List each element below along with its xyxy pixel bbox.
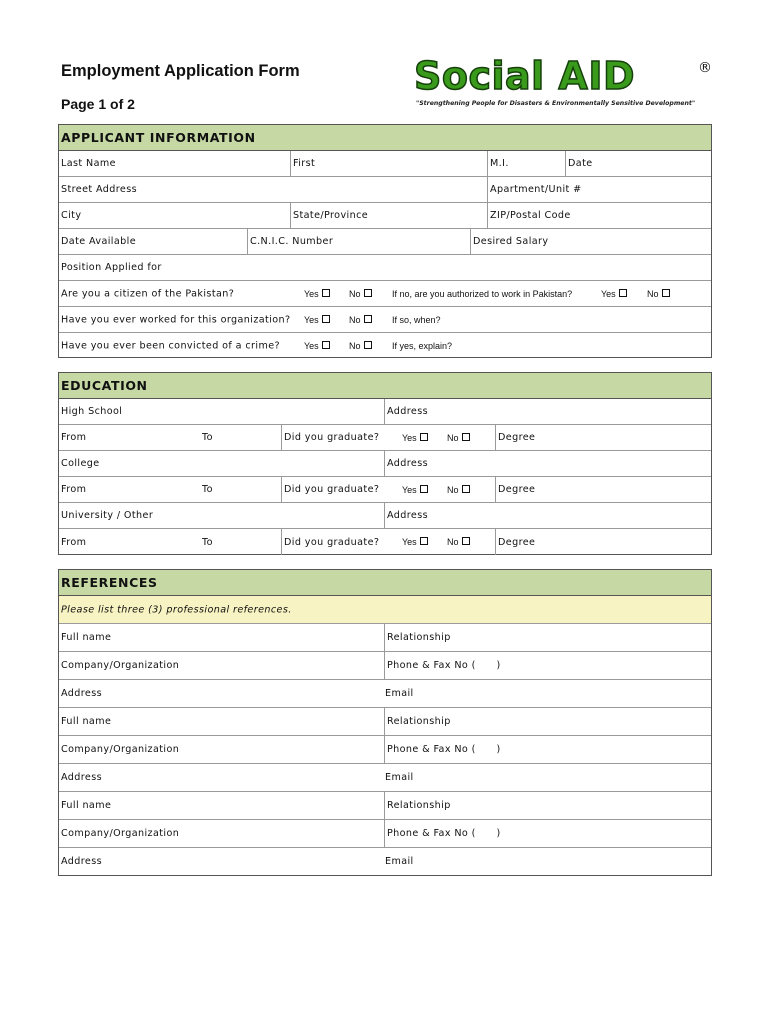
form-title: Employment Application Form xyxy=(61,62,300,80)
no-label: No xyxy=(447,484,459,495)
reference-1-address-row xyxy=(59,680,711,708)
desired-salary-field[interactable] xyxy=(470,229,548,254)
address-label: Address xyxy=(61,688,103,699)
reference-2-company-row xyxy=(59,736,711,764)
reference-1-name-row xyxy=(59,624,711,652)
graduate-label: Did you graduate? xyxy=(284,484,380,495)
checkbox-icon[interactable] xyxy=(364,341,372,349)
university-field[interactable] xyxy=(59,503,153,528)
reference-3-address-row xyxy=(59,848,711,875)
address-label: Address xyxy=(61,856,103,867)
company-field[interactable] xyxy=(59,736,179,763)
address-field[interactable] xyxy=(59,848,102,875)
university-row xyxy=(59,503,711,529)
graduate-question xyxy=(281,425,379,450)
page-number: Page 1 of 2 xyxy=(61,96,135,112)
to-label: To xyxy=(202,432,213,443)
graduate-yes[interactable] xyxy=(402,433,428,443)
name-row xyxy=(59,151,711,177)
high-school-field[interactable] xyxy=(59,399,122,424)
checkbox-icon[interactable] xyxy=(364,289,372,297)
full-name-field[interactable] xyxy=(59,708,111,735)
checkbox-icon[interactable] xyxy=(420,537,428,545)
worked-question: Have you ever worked for this organization? xyxy=(61,314,291,325)
no-label: No xyxy=(447,432,459,443)
company-field[interactable] xyxy=(59,652,179,679)
cnic-field[interactable] xyxy=(247,229,333,254)
state-label: State/Province xyxy=(293,210,369,221)
social-aid-logo: Social AID xyxy=(414,54,636,98)
email-field[interactable] xyxy=(383,764,414,791)
zip-field[interactable] xyxy=(487,203,571,228)
graduate-no[interactable] xyxy=(447,537,470,547)
from-field[interactable] xyxy=(59,477,86,502)
address-label: Address xyxy=(387,458,429,469)
convicted-yes[interactable] xyxy=(304,341,330,351)
phone-label: Phone & Fax No ( ) xyxy=(387,744,501,755)
references-note-row xyxy=(59,596,711,624)
date-field[interactable] xyxy=(565,151,593,176)
university-dates-row xyxy=(59,529,711,555)
checkbox-icon[interactable] xyxy=(420,485,428,493)
graduate-label: Did you graduate? xyxy=(284,536,380,548)
checkbox-icon[interactable] xyxy=(420,433,428,441)
university-label: University / Other xyxy=(61,510,154,521)
high-school-address-field[interactable] xyxy=(384,399,428,424)
address-row xyxy=(59,177,711,203)
relationship-field[interactable] xyxy=(384,792,451,819)
checkbox-icon[interactable] xyxy=(462,433,470,441)
relationship-field[interactable] xyxy=(384,708,451,735)
worked-row xyxy=(59,307,711,333)
graduate-question xyxy=(281,477,379,502)
relationship-label: Relationship xyxy=(387,716,451,727)
to-field[interactable] xyxy=(200,425,213,450)
checkbox-icon[interactable] xyxy=(462,537,470,545)
authorized-no[interactable] xyxy=(647,289,670,299)
phone-field[interactable] xyxy=(384,652,501,679)
full-name-label: Full name xyxy=(61,800,112,811)
citizen-row xyxy=(59,281,711,307)
email-field[interactable] xyxy=(383,680,414,707)
no-label: No xyxy=(349,288,361,299)
reference-1-company-row xyxy=(59,652,711,680)
phone-field[interactable] xyxy=(384,736,501,763)
worked-no[interactable] xyxy=(349,315,372,325)
college-field[interactable] xyxy=(59,451,100,476)
convicted-row xyxy=(59,333,711,359)
graduate-question xyxy=(281,529,379,555)
yes-label: Yes xyxy=(402,484,417,495)
from-field[interactable] xyxy=(59,529,86,555)
to-label: To xyxy=(202,536,213,548)
section-heading: APPLICANT INFORMATION xyxy=(59,125,711,151)
from-field[interactable] xyxy=(59,425,86,450)
apartment-field[interactable] xyxy=(487,177,582,202)
cnic-label: C.N.I.C. Number xyxy=(250,236,334,247)
email-label: Email xyxy=(385,772,414,783)
address-label: Address xyxy=(61,772,103,783)
degree-label: Degree xyxy=(498,536,536,548)
yes-label: Yes xyxy=(402,537,417,547)
address-label: Address xyxy=(387,510,429,521)
university-address-field[interactable] xyxy=(384,503,428,528)
college-dates-row xyxy=(59,477,711,503)
reference-2-name-row xyxy=(59,708,711,736)
yes-label: Yes xyxy=(304,288,319,299)
city-row xyxy=(59,203,711,229)
reference-3-company-row xyxy=(59,820,711,848)
college-address-field[interactable] xyxy=(384,451,428,476)
college-row xyxy=(59,451,711,477)
middle-initial-field[interactable] xyxy=(487,151,509,176)
degree-field[interactable] xyxy=(495,425,535,450)
checkbox-icon[interactable] xyxy=(322,315,330,323)
relationship-field[interactable] xyxy=(384,624,451,651)
company-label: Company/Organization xyxy=(61,828,180,839)
section-heading: REFERENCES xyxy=(59,570,711,596)
registered-mark: ® xyxy=(698,60,712,76)
email-label: Email xyxy=(385,688,414,699)
street-address-field[interactable] xyxy=(59,177,137,202)
full-name-label: Full name xyxy=(61,632,112,643)
phone-label: Phone & Fax No ( ) xyxy=(387,828,501,839)
applicant-information-section xyxy=(58,124,712,358)
convicted-explain-label: If yes, explain? xyxy=(392,341,453,351)
to-label: To xyxy=(202,484,213,495)
desired-salary-label: Desired Salary xyxy=(473,236,549,247)
company-label: Company/Organization xyxy=(61,660,180,671)
reference-2-address-row xyxy=(59,764,711,792)
degree-label: Degree xyxy=(498,484,536,495)
no-label: No xyxy=(647,288,659,299)
yes-label: Yes xyxy=(601,288,616,299)
education-section xyxy=(58,372,712,555)
graduate-no[interactable] xyxy=(447,433,470,443)
from-label: From xyxy=(61,536,87,548)
city-field[interactable] xyxy=(59,203,81,228)
reference-3-name-row xyxy=(59,792,711,820)
position-row xyxy=(59,255,711,281)
full-name-label: Full name xyxy=(61,716,112,727)
first-name-label: First xyxy=(293,158,316,169)
checkbox-icon[interactable] xyxy=(619,289,627,297)
no-label: No xyxy=(349,314,361,325)
apartment-label: Apartment/Unit # xyxy=(490,184,582,195)
last-name-field[interactable] xyxy=(59,151,116,176)
references-section xyxy=(58,569,712,876)
citizen-no[interactable] xyxy=(349,289,372,299)
citizen-yes[interactable] xyxy=(304,289,330,299)
date-available-label: Date Available xyxy=(61,236,137,247)
date-available-field[interactable] xyxy=(59,229,136,254)
graduate-no[interactable] xyxy=(447,485,470,495)
degree-field[interactable] xyxy=(495,477,535,502)
degree-label: Degree xyxy=(498,432,536,443)
email-label: Email xyxy=(385,856,414,867)
checkbox-icon[interactable] xyxy=(322,289,330,297)
position-label: Position Applied for xyxy=(61,262,162,273)
yes-label: Yes xyxy=(304,341,319,351)
worked-yes[interactable] xyxy=(304,315,330,325)
authorized-question: If no, are you authorized to work in Pakistan? xyxy=(392,288,573,299)
full-name-field[interactable] xyxy=(59,624,111,651)
address-field[interactable] xyxy=(59,680,102,707)
full-name-field[interactable] xyxy=(59,792,111,819)
no-label: No xyxy=(447,537,459,547)
no-label: No xyxy=(349,341,361,351)
position-field[interactable] xyxy=(59,255,162,280)
high-school-row xyxy=(59,399,711,425)
graduate-yes[interactable] xyxy=(402,537,428,547)
high-school-label: High School xyxy=(61,406,123,417)
college-label: College xyxy=(61,458,100,469)
checkbox-icon[interactable] xyxy=(322,341,330,349)
to-field[interactable] xyxy=(200,529,213,555)
phone-label: Phone & Fax No ( ) xyxy=(387,660,501,671)
city-label: City xyxy=(61,210,82,221)
zip-label: ZIP/Postal Code xyxy=(490,210,571,221)
street-label: Street Address xyxy=(61,184,138,195)
to-field[interactable] xyxy=(200,477,213,502)
degree-field[interactable] xyxy=(495,529,535,555)
company-field[interactable] xyxy=(59,820,179,847)
availability-row xyxy=(59,229,711,255)
mi-label: M.I. xyxy=(490,158,509,169)
references-note: Please list three (3) professional references. xyxy=(61,604,292,615)
yes-label: Yes xyxy=(304,314,319,325)
high-school-dates-row xyxy=(59,425,711,451)
graduate-label: Did you graduate? xyxy=(284,432,380,443)
convicted-no[interactable] xyxy=(349,341,372,351)
authorized-yes[interactable] xyxy=(601,289,627,299)
state-field[interactable] xyxy=(290,203,368,228)
address-label: Address xyxy=(387,406,429,417)
logo-tagline: "Strengthening People for Disasters & Environmentally Sensitive Development" xyxy=(416,100,696,107)
worked-when-label: If so, when? xyxy=(392,314,441,325)
checkbox-icon[interactable] xyxy=(662,289,670,297)
yes-label: Yes xyxy=(402,432,417,443)
from-label: From xyxy=(61,432,87,443)
relationship-label: Relationship xyxy=(387,632,451,643)
company-label: Company/Organization xyxy=(61,744,180,755)
phone-field[interactable] xyxy=(384,820,501,847)
from-label: From xyxy=(61,484,87,495)
first-name-field[interactable] xyxy=(290,151,315,176)
section-heading: EDUCATION xyxy=(59,373,711,399)
relationship-label: Relationship xyxy=(387,800,451,811)
email-field[interactable] xyxy=(383,848,414,875)
checkbox-icon[interactable] xyxy=(462,485,470,493)
address-field[interactable] xyxy=(59,764,102,791)
citizen-question: Are you a citizen of the Pakistan? xyxy=(61,288,235,299)
date-label: Date xyxy=(568,158,593,169)
convicted-question: Have you ever been convicted of a crime? xyxy=(61,340,280,352)
checkbox-icon[interactable] xyxy=(364,315,372,323)
last-name-label: Last Name xyxy=(61,158,116,169)
graduate-yes[interactable] xyxy=(402,485,428,495)
